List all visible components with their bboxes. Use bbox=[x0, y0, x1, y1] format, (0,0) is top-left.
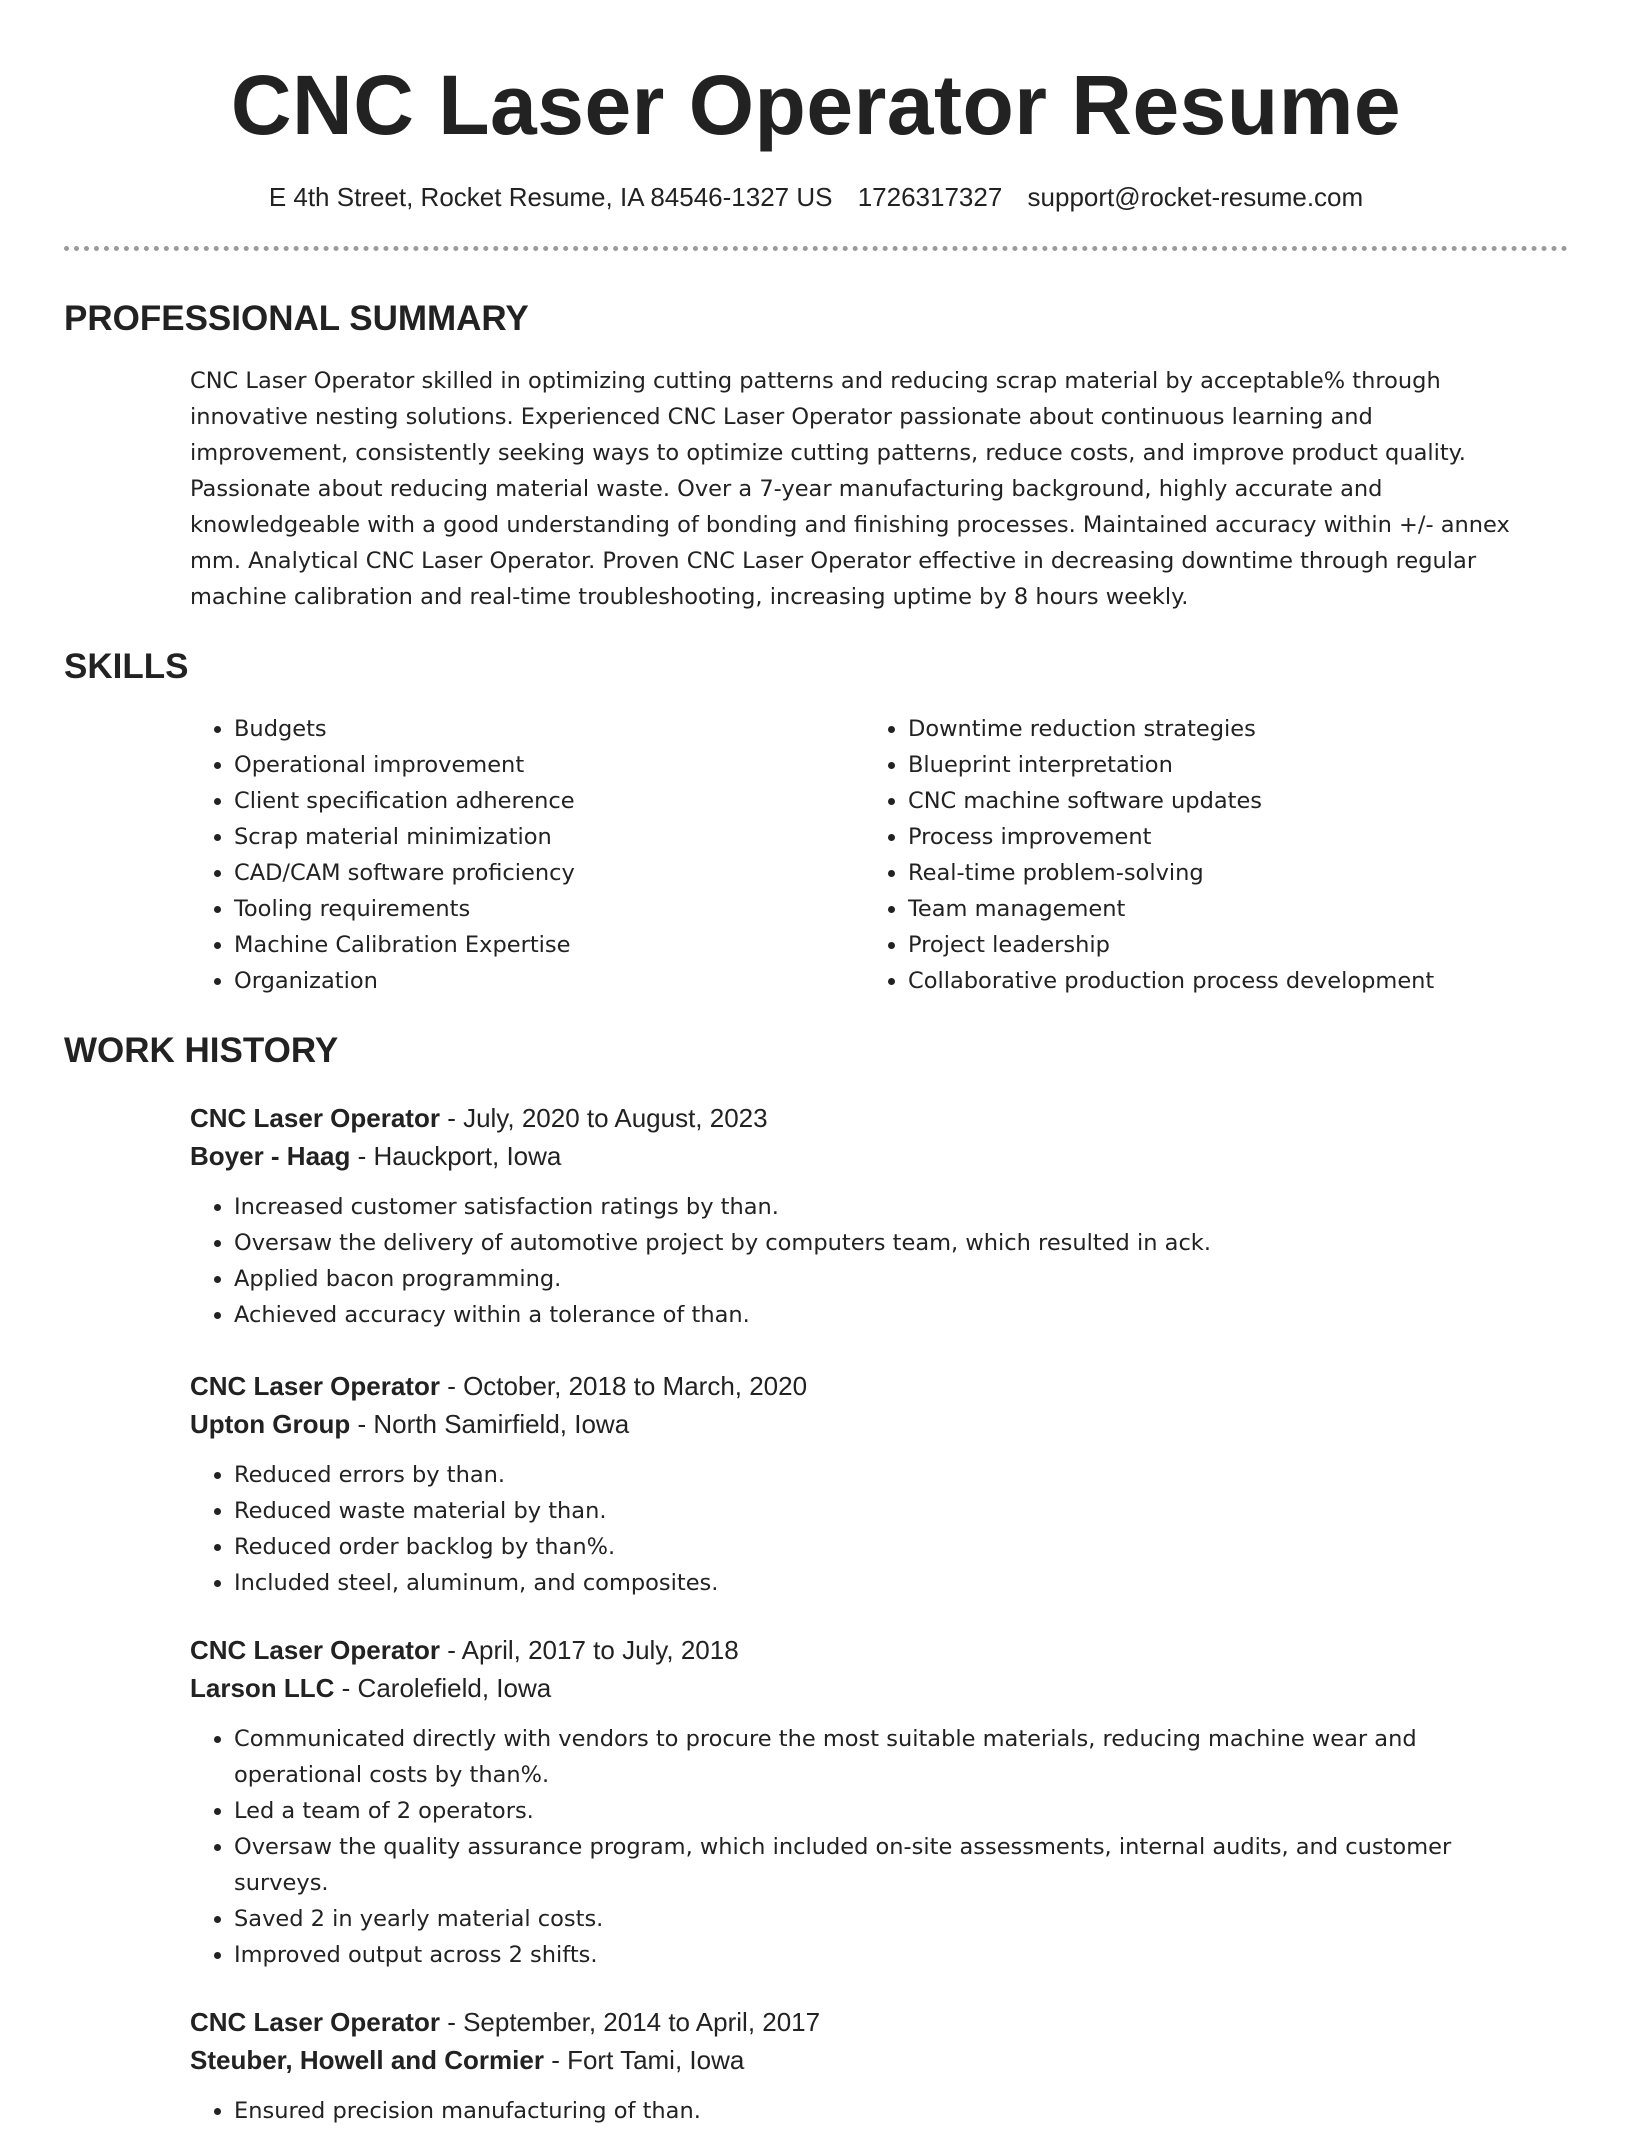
skill-item: • Client specification adherence bbox=[234, 783, 864, 819]
job-bullets bbox=[190, 1457, 1538, 1601]
resume-title: CNC Laser Operator Resume bbox=[230, 58, 1402, 152]
job-dates: - September, 2014 to April, 2017 bbox=[439, 2007, 821, 2037]
job-role: CNC Laser Operator bbox=[190, 1635, 440, 1665]
skill-item: • Machine Calibration Expertise bbox=[234, 927, 864, 963]
job-bullet: • Oversaw the delivery of automotive project by computers team, which resulted in ack. bbox=[234, 1225, 1538, 1261]
skills-column-right bbox=[864, 711, 1538, 999]
job-title-line bbox=[190, 1631, 1538, 1669]
job-bullets bbox=[190, 1721, 1538, 1973]
skill-item: • Collaborative production process development bbox=[908, 963, 1538, 999]
job-bullet: • Included steel, aluminum, and composites. bbox=[234, 1565, 1538, 1601]
job-bullet: • Communicated directly with vendors to procure the most suitable materials, reducing machine wear and operational costs by than%. bbox=[234, 1721, 1538, 1793]
job-title-line bbox=[190, 1367, 1538, 1405]
job-dates: - July, 2020 to August, 2023 bbox=[439, 1103, 768, 1133]
job-company: Upton Group bbox=[190, 1409, 351, 1439]
skill-item: • Operational improvement bbox=[234, 747, 864, 783]
job-location: - Carolefield, Iowa bbox=[334, 1673, 552, 1703]
job-company-line bbox=[190, 2041, 1538, 2079]
address-text: E 4th Street, Rocket Resume, IA 84546-1327 US bbox=[268, 182, 833, 212]
job-dates: - April, 2017 to July, 2018 bbox=[439, 1635, 739, 1665]
job-bullet: • Ensured precision manufacturing of than. bbox=[234, 2093, 1538, 2129]
skill-item: • Project leadership bbox=[908, 927, 1538, 963]
summary-heading: PROFESSIONAL SUMMARY bbox=[64, 299, 529, 338]
skill-item: • Blueprint interpretation bbox=[908, 747, 1538, 783]
job-role: CNC Laser Operator bbox=[190, 1103, 440, 1133]
skill-item: • CNC machine software updates bbox=[908, 783, 1538, 819]
skills-list bbox=[190, 711, 1538, 999]
phone-text: 1726317327 bbox=[857, 182, 1003, 212]
job-company-line bbox=[190, 1405, 1538, 1443]
work-history-heading: WORK HISTORY bbox=[64, 1031, 339, 1070]
summary-paragraph: CNC Laser Operator skilled in optimizing cutting patterns and reducing scrap material by acceptable% through innovative nesting solutions. Experienced CNC Laser Operator passionate about continuous learning and improvement, consistently seeking ways to optimize cutting patterns, reduce costs, and improve product quality. Passionate about reducing material waste. Over a 7-year manufacturing background, highly accurate and knowledgeable with a good understanding of bonding and finishing processes. Maintained accuracy within +/- annex mm. Analytical CNC Laser Operator. Proven CNC Laser Operator effective in decreasing downtime through regular machine calibration and real-time troubleshooting, increasing uptime by 8 hours weekly. bbox=[190, 368, 1510, 610]
job-company-line bbox=[190, 1669, 1538, 1707]
job-bullet: • Led a team of 2 operators. bbox=[234, 1793, 1538, 1829]
job-dates: - October, 2018 to March, 2020 bbox=[439, 1371, 808, 1401]
job-bullet: • Reduced errors by than. bbox=[234, 1457, 1538, 1493]
job-bullet: • Achieved accuracy within a tolerance of than. bbox=[234, 1297, 1538, 1333]
skill-item: • Process improvement bbox=[908, 819, 1538, 855]
contact-line bbox=[64, 180, 1568, 214]
skill-item: • Real-time problem-solving bbox=[908, 855, 1538, 891]
job-bullet: • Saved 2 in yearly material costs. bbox=[234, 1901, 1538, 1937]
skill-item: • Scrap material minimization bbox=[234, 819, 864, 855]
job-bullets bbox=[190, 1189, 1538, 1333]
skills-heading: SKILLS bbox=[64, 647, 189, 686]
skill-item: • Team management bbox=[908, 891, 1538, 927]
job-role: CNC Laser Operator bbox=[190, 1371, 440, 1401]
job-location: - North Samirfield, Iowa bbox=[350, 1409, 630, 1439]
job-location: - Fort Tami, Iowa bbox=[543, 2045, 745, 2075]
job-entry bbox=[190, 1099, 1538, 1333]
skill-item: • Tooling requirements bbox=[234, 891, 864, 927]
job-entry bbox=[190, 1631, 1538, 1973]
job-company: Larson LLC bbox=[190, 1673, 335, 1703]
job-entry bbox=[190, 1367, 1538, 1601]
resume-page bbox=[64, 0, 1568, 2129]
job-company-line bbox=[190, 1137, 1538, 1175]
skill-item: • Budgets bbox=[234, 711, 864, 747]
job-role: CNC Laser Operator bbox=[190, 2007, 440, 2037]
job-title-line bbox=[190, 1099, 1538, 1137]
job-company: Steuber, Howell and Cormier bbox=[190, 2045, 544, 2075]
job-bullet: • Reduced order backlog by than%. bbox=[234, 1529, 1538, 1565]
job-bullet: • Increased customer satisfaction ratings by than. bbox=[234, 1189, 1538, 1225]
skill-item: • CAD/CAM software proficiency bbox=[234, 855, 864, 891]
job-bullet: • Reduced waste material by than. bbox=[234, 1493, 1538, 1529]
job-title-line bbox=[190, 2003, 1538, 2041]
job-bullets bbox=[190, 2093, 1538, 2129]
job-bullet: • Improved output across 2 shifts. bbox=[234, 1937, 1538, 1973]
skill-item: • Organization bbox=[234, 963, 864, 999]
job-company: Boyer - Haag bbox=[190, 1141, 351, 1171]
job-bullet: • Applied bacon programming. bbox=[234, 1261, 1538, 1297]
job-entry bbox=[190, 2003, 1538, 2129]
job-location: - Hauckport, Iowa bbox=[350, 1141, 562, 1171]
job-bullet: • Oversaw the quality assurance program, which included on-site assessments, internal audits, and customer surveys. bbox=[234, 1829, 1538, 1901]
email-text: support@rocket-resume.com bbox=[1027, 182, 1364, 212]
header-divider bbox=[64, 246, 1568, 251]
skill-item: • Downtime reduction strategies bbox=[908, 711, 1538, 747]
skills-column-left bbox=[190, 711, 864, 999]
